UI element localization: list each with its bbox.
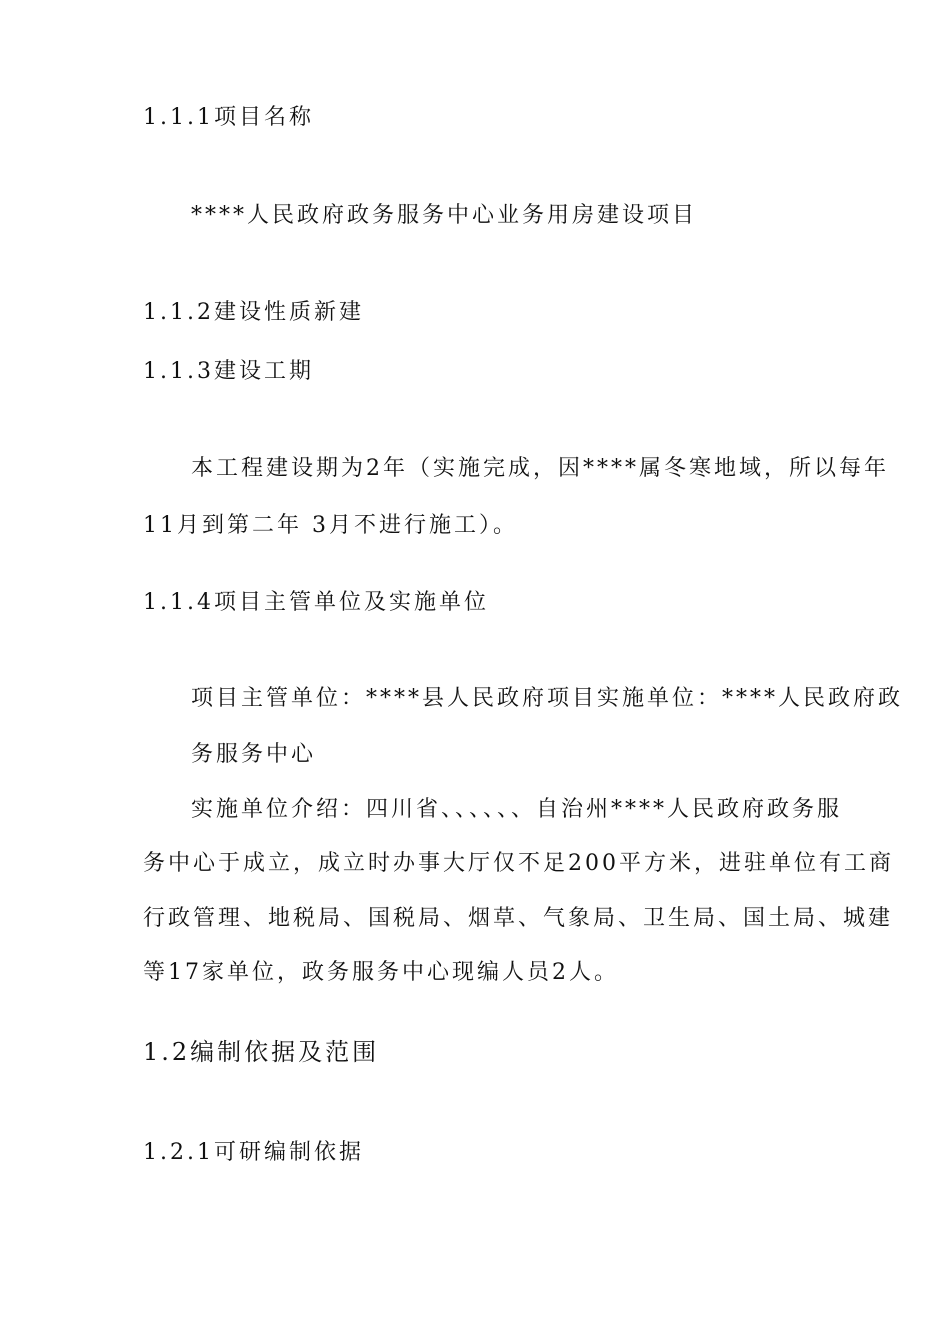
- paragraph-intro-line-1: 实施单位介绍：四川省、、、、、、自治州****人民政府政务服: [191, 797, 843, 822]
- heading-1-1-4: 1.1.4项目主管单位及实施单位: [143, 590, 489, 615]
- paragraph-construction-period-line-1: 本工程建设期为2年（实施完成，因****属冬寒地域，所以每年: [191, 456, 889, 481]
- paragraph-units-line-2: 务服务中心: [191, 742, 317, 767]
- paragraph-units-line-1: 项目主管单位：****县人民政府项目实施单位：****人民政府政: [191, 686, 904, 711]
- heading-1-2-1: 1.2.1可研编制依据: [143, 1140, 364, 1165]
- paragraph-intro-line-2: 务中心于成立，成立时办事大厅仅不足200平方米，进驻单位有工商: [143, 851, 894, 876]
- paragraph-construction-period-line-2: 11月到第二年 3月不进行施工）。: [143, 513, 518, 538]
- heading-1-1-1: 1.1.1项目名称: [143, 105, 314, 130]
- heading-1-1-2: 1.1.2建设性质新建: [143, 300, 364, 325]
- heading-1-1-3: 1.1.3建设工期: [143, 359, 314, 384]
- paragraph-project-name: ****人民政府政务服务中心业务用房建设项目: [191, 203, 698, 228]
- paragraph-intro-line-4: 等17家单位，政务服务中心现编人员2人。: [143, 960, 619, 985]
- paragraph-intro-line-3: 行政管理、地税局、国税局、烟草、气象局、卫生局、国土局、城建: [143, 906, 894, 931]
- heading-1-2: 1.2编制依据及范围: [143, 1038, 380, 1066]
